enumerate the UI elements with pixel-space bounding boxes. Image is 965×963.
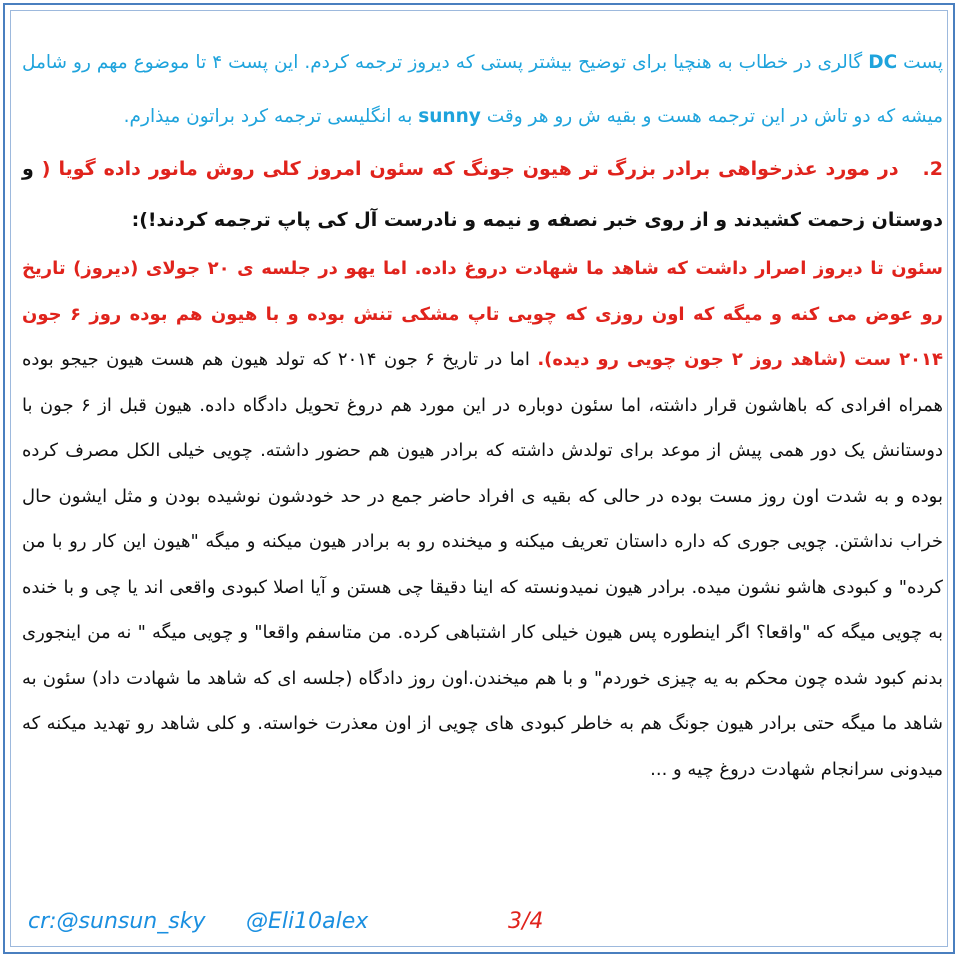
section-number: 2. (922, 158, 943, 180)
document-body (22, 36, 943, 792)
section-heading-red: در مورد عذرخواهی برادر بزرگ تر هیون جونگ که سئون امروز کلی روش مانور داده گویا ( (41, 158, 899, 180)
footer (0, 905, 965, 945)
intro-text-3: به انگلیسی ترجمه کرد براتون میذارم. (123, 106, 419, 127)
intro-text-1: پست (897, 52, 944, 73)
intro-dc: DC (868, 52, 898, 73)
body-paragraph: اما در تاریخ ۶ جون ۲۰۱۴ که تولد هیون هم هست هیون جیجو بوده همراه افرادی که باهاشون قرار داشته، اما سئون دوباره در این مورد هم دروغ تحویل دادگاه داده. هیون قبل از ۶ جون با دوستانش یک دور همی پیش از موعد برای تولدش داشته که برادر هیون هم حضور داشته. چویی خیلی الکل مصرف کرده بوده و به شدت اون روز مست بوده در حالی که بقیه ی افراد حاضر جمع در حد خودشون نوشیده بودن و مثل ایشون حال خراب نداشتن. چویی جوری که داره داستان تعریف میکنه و میخنده رو به برادر هیون میکنه و میگه "هیون این کار رو با من کرده" و کبودی هاشو نشون میده. برادر هیون نمیدونسته که اینا دقیقا چی هستن و آیا اصلا کبودی واقعی اند یا چی و با خنده به چویی میگه که "واقعا؟ اگر اینطوره پس هیون خیلی کار اشتباهی کرده. من متاسفم واقعا" و چویی میگه " نه من اینجوری بدنم کبود شده چون محکم به یه چیزی خوردم" و با هم میخندن.اون روز دادگاه (جلسه ای که شاهد ما شهادت داد) سئون به شاهد ما میگه حتی برادر هیون جونگ هم به خاطر کبودی های چویی از اون معذرت خواسته. و کلی شاهد رو تهدید میکنه که میدونی سرانجام شهادت دروغ چیه و ... (22, 349, 943, 780)
intro-paragraph (22, 36, 943, 144)
section-heading (22, 144, 943, 246)
section-body (22, 246, 943, 792)
intro-text-2: گالری در خطاب به هنچیا برای توضیح بیشتر پستی که دیروز ترجمه کردم. این پست ۴ تا موضوع مهم رو شامل میشه که دو تاش در این ترجمه هست و بقیه ش رو هر وقت (22, 52, 943, 127)
red-paragraph: سئون تا دیروز اصرار داشت که شاهد ما شهادت دروغ داده. اما یهو در جلسه ی ۲۰ جولای (دیروز) تاریخ رو عوض می کنه و میگه که اون روزی که چویی تاپ مشکی تنش بوده و با هیون هم بوده روز ۶ جون ۲۰۱۴ ست (شاهد روز ۲ جون چویی رو دیده). (22, 258, 944, 370)
page-number: 3/4 (508, 909, 544, 934)
intro-sunny: sunny (418, 106, 481, 127)
handle-text: @Eli10alex (246, 909, 369, 934)
credit-text: cr:@sunsun_sky (28, 909, 206, 934)
section-heading-black: و دوستان زحمت کشیدند و از روی خبر نصفه و نیمه و نادرست آل کی پاپ ترجمه کردند!): (22, 158, 943, 231)
